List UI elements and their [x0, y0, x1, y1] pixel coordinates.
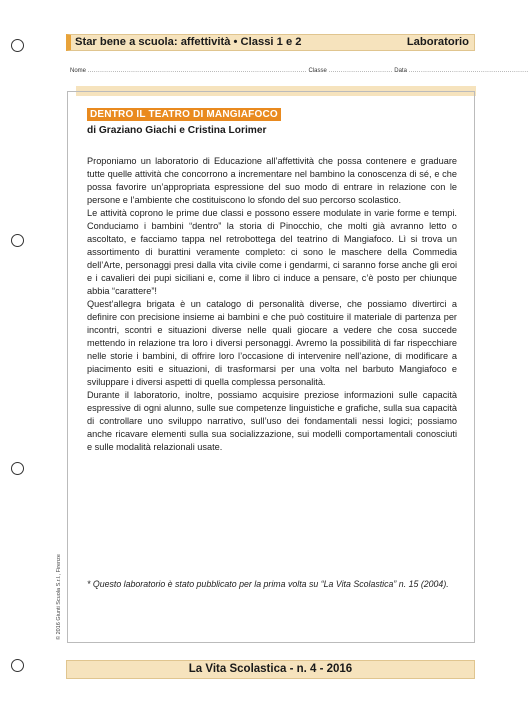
footer-text: La Vita Scolastica - n. 4 - 2016 — [188, 663, 353, 675]
class-label: Classe — [308, 68, 327, 74]
date-label: Data — [394, 68, 407, 74]
name-field[interactable]: .......................................................................................................... — [87, 68, 307, 74]
student-fields — [70, 68, 528, 74]
date-field[interactable]: .......................................................... — [408, 68, 528, 74]
document-title: DENTRO IL TEATRO DI MANGIAFOCO — [87, 108, 281, 121]
binder-hole-1 — [11, 39, 24, 52]
paragraph: Proponiamo un laboratorio di Educazione all’affettività che possa contenere e graduare tutte quelle attività che concorrono a incrementare nel bambino la conoscenza di sé, e che possa favorire un’appropriata espressione del suo modo di entrare in relazione con le persone e l’ambiente che costituiscono lo sfondo del suo percorso scolastico. — [87, 156, 457, 205]
copyright-notice: © 2016 Giunti Scuola S.r.l., Firenze — [56, 554, 62, 640]
paragraph: Durante il laboratorio, inoltre, possiamo acquisire preziose informazioni sulle capacità espressive di ogni alunno, sulle sue competenze linguistiche e grafiche, sulla sua capacità di controllare uno sviluppo narrativo, sull’uso dei fondamentali nessi logici; possiamo anche ricavare elementi sulla sua socializzazione, sui modelli comportamentali conosciuti e sulle modalità relazionali usate. — [87, 390, 457, 452]
header-bar — [66, 34, 475, 51]
binder-hole-2 — [11, 234, 24, 247]
binder-hole-4 — [11, 659, 24, 672]
section-label: Laboratorio — [406, 36, 469, 48]
name-label: Nome — [70, 68, 87, 74]
document-body — [87, 155, 457, 454]
header-title: Star bene a scuola: affettività • Classi 1 e 2 — [75, 36, 302, 48]
footnote: * Questo laboratorio è stato pubblicato per la prima volta su “La Vita Scolastica” n. 15 (2004). — [87, 579, 449, 589]
document-authors: di Graziano Giachi e Cristina Lorimer — [87, 125, 267, 136]
footer-bar — [66, 660, 475, 679]
paragraph: Le attività coprono le prime due classi e possono essere modulate in varie forme e tempi. Conduciamo i bambini “dentro” la storia di Pinocchio, che molti già avranno letto o ascoltato, e facciamo tappa nel retrobottega del teatrino di Mangiafoco. Lì si trova un assortimento di burattini veramente completo: ci sono le maschere della Commedia dell’Arte, personaggi presi dalla vita civile come i gendarmi, ci saranno forse anche gli eroi e i cavalieri dei pupi siciliani e, come il libro ci induce a pensare, c’è posto per chiunque abbia “carattere”! — [87, 208, 457, 296]
class-field[interactable]: ............................... — [328, 68, 393, 74]
binder-hole-3 — [11, 462, 24, 475]
paragraph: Quest’allegra brigata è un catalogo di personalità diverse, che possiamo divertirci a definire con precisione insieme ai bambini e che può costituire il materiale di partenza per incontri, scontri e situazioni diverse nelle quali giocare a vedere che cosa succede mettendo in relazione tra loro i diversi personaggi. Avremo la possibilità di far rispecchiare nelle storie i bambini, di offrire loro l’occasione di intervenire nell’azione, di modificare a piacimento esiti e situazioni, di trasformarsi per una volta nel barbuto Mangiafoco e sviluppare i diversi aspetti di quella complessa personalità. — [87, 299, 457, 387]
